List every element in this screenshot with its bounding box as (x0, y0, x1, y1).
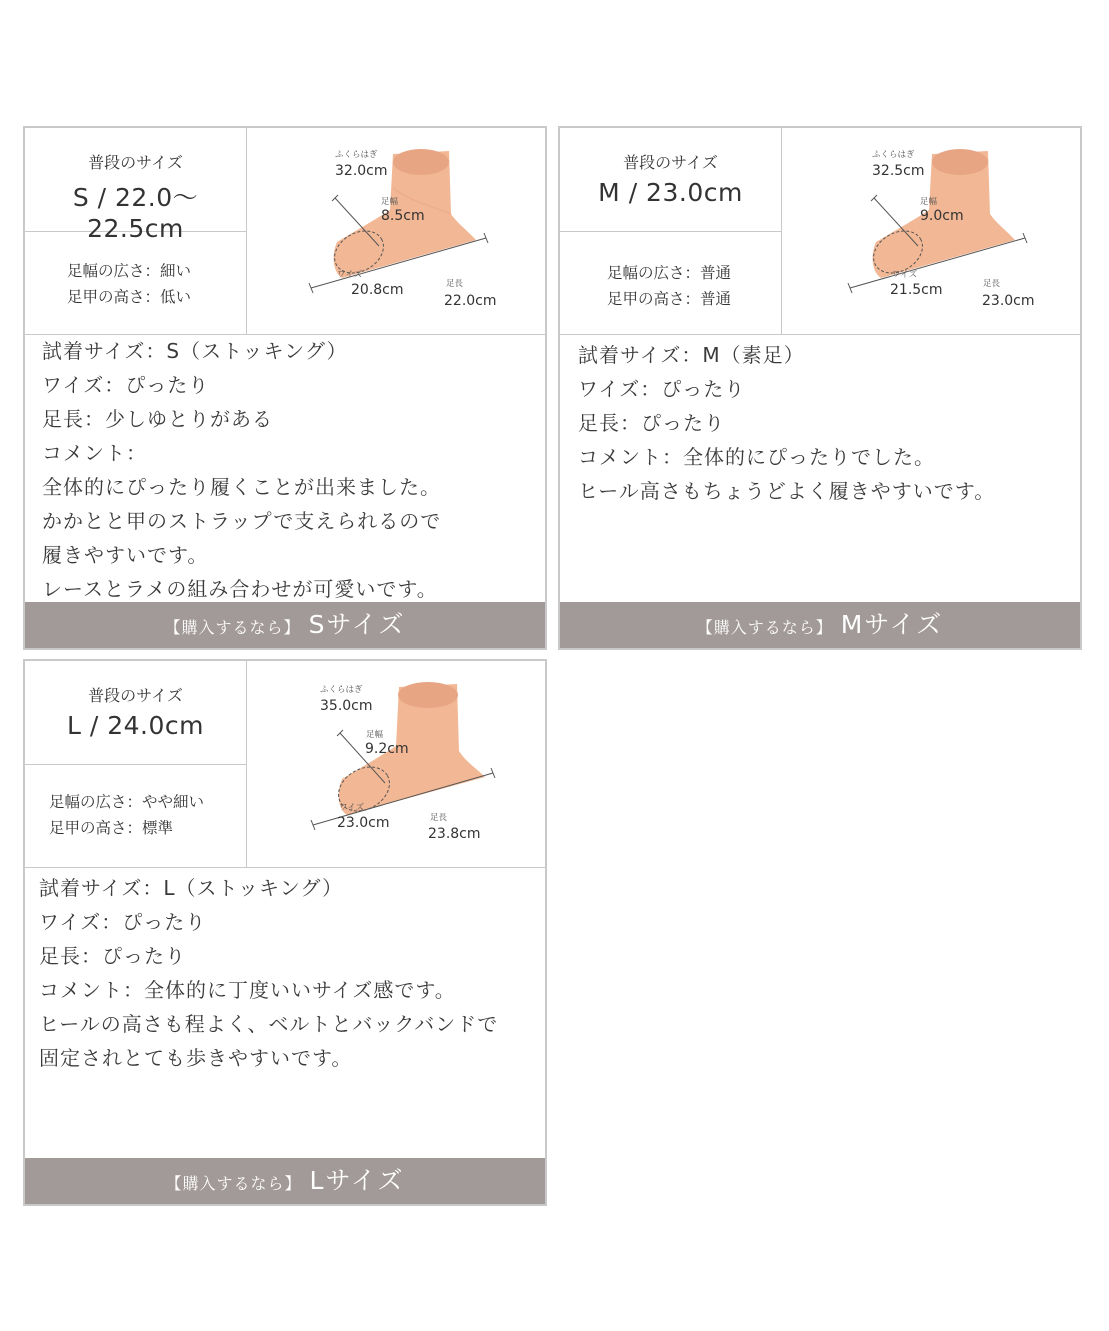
buy-recommendation-bar (560, 602, 1080, 648)
calf-value: 32.0cm (335, 163, 388, 179)
comment-line: 履きやすいです。 (42, 543, 209, 567)
comment-line: コメント：全体的にぴったりでした。 (578, 445, 935, 469)
card-header (25, 128, 545, 335)
comment-line: かかとと甲のストラップで支えられるので (42, 509, 442, 533)
fitting-comments (25, 871, 545, 1075)
length-small-label: 足長 (430, 813, 448, 823)
foot-width-small-label: 足幅 (381, 197, 399, 207)
fitting-comments (560, 338, 1080, 508)
comment-line: ヒール高さもちょうどよく履きやすいです。 (578, 479, 996, 503)
fit-width-text: 足幅の広さ：普通 (607, 264, 732, 282)
buy-recommendation-bar (25, 1158, 545, 1204)
buy-size: Mサイズ (840, 610, 944, 639)
usual-size-box (560, 128, 782, 232)
usual-size-label: 普段のサイズ (623, 153, 718, 172)
calf-value: 35.0cm (320, 698, 373, 714)
calf-small-label: ふくらはぎ (335, 150, 378, 160)
foot-measure-diagram (247, 128, 545, 334)
wise-small-label: ワイズ (892, 270, 918, 280)
usual-size-value: L / 24.0cm (66, 711, 204, 740)
wise-value: 20.8cm (351, 282, 404, 298)
comment-line: 固定されとても歩きやすいです。 (39, 1046, 353, 1070)
buy-recommendation-bar (25, 602, 545, 648)
foot-width-small-label: 足幅 (920, 197, 938, 207)
usual-size-label: 普段のサイズ (88, 686, 183, 705)
card-header (25, 661, 545, 868)
ankle-top-ellipse (398, 682, 458, 708)
foot-width-small-label: 足幅 (366, 730, 384, 740)
length-small-label: 足長 (446, 279, 464, 289)
fit-width-text: 足幅の広さ：細い (67, 262, 192, 280)
comment-line: 試着サイズ：M（素足） (578, 343, 805, 367)
comment-line: 全体的にぴったり履くことが出来ました。 (42, 475, 441, 499)
foot-width-value: 9.0cm (920, 208, 964, 224)
fit-instep-text: 足甲の高さ：低い (67, 288, 192, 306)
comment-line: 足長：少しゆとりがある (42, 407, 273, 431)
fit-info-box (25, 765, 247, 867)
comment-line: ヒールの高さも程よく、ベルトとバックバンドで (39, 1012, 499, 1036)
foot-width-value: 9.2cm (365, 741, 409, 757)
ankle-top-ellipse (932, 149, 988, 175)
usual-size-value: M / 23.0cm (598, 178, 743, 207)
fit-instep-text: 足甲の高さ：標準 (49, 819, 174, 837)
fit-instep-text: 足甲の高さ：普通 (607, 290, 732, 308)
foot-width-value: 8.5cm (381, 208, 425, 224)
comment-line: コメント： (42, 441, 147, 465)
buy-prefix: 【購入するなら】 (696, 618, 833, 637)
fit-info-box (560, 232, 782, 334)
buy-size: Sサイズ (308, 610, 406, 639)
comment-line: レースとラメの組み合わせが可愛いです。 (42, 577, 438, 601)
wise-value: 21.5cm (890, 282, 943, 298)
length-value: 23.8cm (428, 826, 481, 842)
calf-small-label: ふくらはぎ (320, 685, 363, 695)
comment-line: 足長：ぴったり (39, 944, 186, 968)
fit-info-box (25, 232, 247, 334)
size-card-l (23, 659, 547, 1206)
comment-line: 足長：ぴったり (578, 411, 725, 435)
card-header (560, 128, 1080, 335)
buy-prefix: 【購入するなら】 (165, 1174, 302, 1193)
comment-line: ワイズ：ぴったり (39, 910, 207, 934)
usual-size-box (25, 661, 247, 765)
length-value: 23.0cm (982, 293, 1035, 309)
wise-small-label: ワイズ (337, 270, 363, 280)
calf-small-label: ふくらはぎ (872, 150, 915, 160)
length-value: 22.0cm (444, 293, 497, 309)
size-card-m (558, 126, 1082, 650)
comment-line: ワイズ：ぴったり (578, 377, 746, 401)
comment-line: コメント：全体的に丁度いいサイズ感です。 (39, 978, 456, 1002)
usual-size-value: S / 22.0〜22.5cm (72, 183, 199, 243)
foot-measure-diagram (782, 128, 1080, 334)
calf-value: 32.5cm (872, 163, 925, 179)
wise-small-label: ワイズ (339, 803, 365, 813)
buy-prefix: 【購入するなら】 (164, 618, 301, 637)
foot-measure-diagram (247, 661, 545, 867)
comment-line: ワイズ：ぴったり (42, 373, 210, 397)
ankle-top-ellipse (393, 149, 449, 175)
fit-width-text: 足幅の広さ：やや細い (49, 793, 205, 811)
wise-value: 23.0cm (337, 815, 390, 831)
buy-size: Lサイズ (309, 1166, 405, 1195)
size-card-s (23, 126, 547, 650)
comment-line: 試着サイズ：L（ストッキング） (39, 876, 343, 900)
comment-line: 試着サイズ：S（ストッキング） (42, 339, 348, 363)
fitting-comments (25, 334, 545, 606)
length-small-label: 足長 (983, 279, 1001, 289)
usual-size-label: 普段のサイズ (88, 153, 183, 172)
usual-size-box (25, 128, 247, 243)
